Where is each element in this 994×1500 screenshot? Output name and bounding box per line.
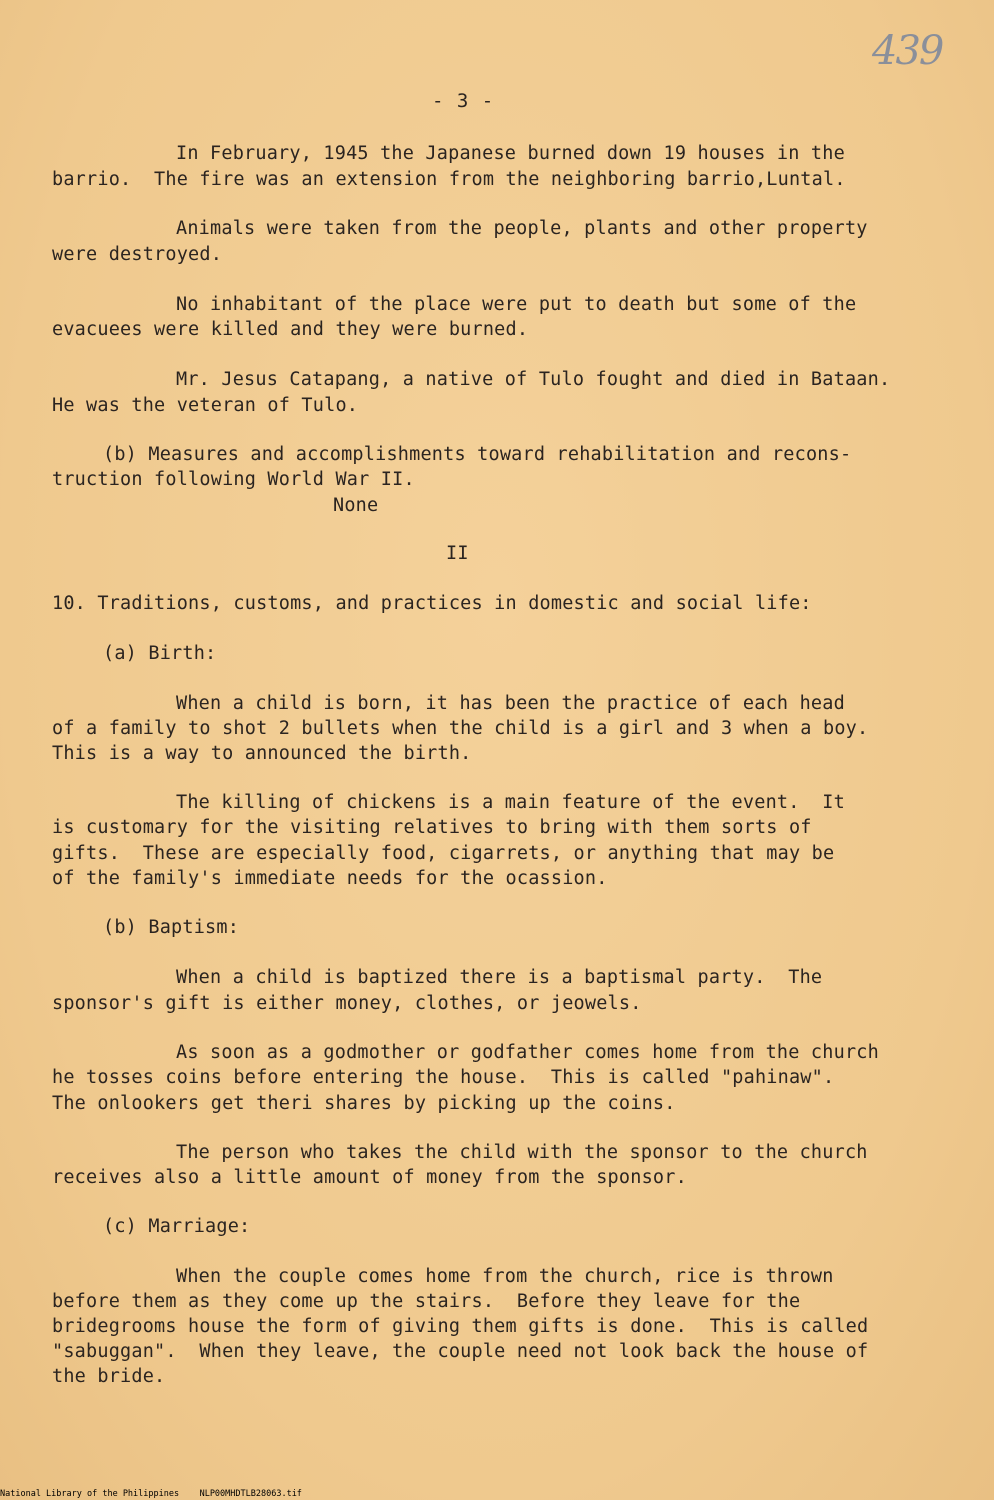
text-line: before them as they come up the stairs. Before they leave for the xyxy=(52,1291,801,1312)
text-line: When a child is born, it has been the practice of each head xyxy=(176,693,845,714)
text-line: barrio. The fire was an extension from the neighboring barrio,Luntal. xyxy=(52,169,846,190)
text-line: As soon as a godmother or godfather comes home from the church xyxy=(176,1042,879,1063)
scan-footer: National Library of the Philippines NLP00MHDTLB28063.tif xyxy=(0,1489,302,1499)
subheading: (a) Birth: xyxy=(103,643,217,664)
subheading: (b) Baptism: xyxy=(103,917,240,938)
text-line: gifts. These are especially food, cigarrets, or anything that may be xyxy=(52,843,835,864)
text-line: bridegrooms house the form of giving them gifts is done. This is called xyxy=(52,1316,869,1337)
text-line: the bride. xyxy=(52,1366,166,1387)
page-number: - 3 - xyxy=(432,90,495,112)
text-line: of the family's immediate needs for the ocassion. xyxy=(52,868,608,889)
text-line: The onlookers get theri shares by picking up the coins. xyxy=(52,1093,676,1114)
text-line: truction following World War II. xyxy=(52,469,415,490)
text-line: The person who takes the child with the sponsor to the church xyxy=(176,1142,868,1163)
text-line: were destroyed. xyxy=(52,244,223,265)
text-line: he tosses coins before entering the house. This is called "pahinaw". xyxy=(52,1067,835,1088)
text-line: When the couple comes home from the church, rice is thrown xyxy=(176,1266,834,1287)
text-line: evacuees were killed and they were burned. xyxy=(52,319,529,340)
text-line: The killing of chickens is a main feature of the event. It xyxy=(176,792,845,813)
text-line: receives also a little amount of money from the sponsor. xyxy=(52,1167,687,1188)
text-line: In February, 1945 the Japanese burned down 19 houses in the xyxy=(176,143,845,164)
text-line: 10. Traditions, customs, and practices in domestic and social life: xyxy=(52,593,812,614)
text-line: sponsor's gift is either money, clothes, or jeowels. xyxy=(52,993,642,1014)
text-line: When a child is baptized there is a baptismal party. The xyxy=(176,967,823,988)
subheading: (c) Marriage: xyxy=(103,1216,251,1237)
text-line: This is a way to announced the birth. xyxy=(52,743,472,764)
text-line: None xyxy=(333,495,379,516)
text-line: is customary for the visiting relatives to bring with them sorts of xyxy=(52,817,812,838)
text-line: (b) Measures and accomplishments toward rehabilitation and recons- xyxy=(103,444,852,465)
text-line: of a family to shot 2 bullets when the child is a girl and 3 when a boy. xyxy=(52,718,869,739)
text-line: "sabuggan". When they leave, the couple need not look back the house of xyxy=(52,1341,869,1362)
text-line: He was the veteran of Tulo. xyxy=(52,395,359,416)
handwritten-page-number: 439 xyxy=(872,28,943,74)
text-line: Mr. Jesus Catapang, a native of Tulo fought and died in Bataan. xyxy=(176,369,891,390)
text-line: Animals were taken from the people, plants and other property xyxy=(176,218,868,239)
text-line: No inhabitant of the place were put to death but some of the xyxy=(176,294,857,315)
section-heading: II xyxy=(446,543,469,564)
